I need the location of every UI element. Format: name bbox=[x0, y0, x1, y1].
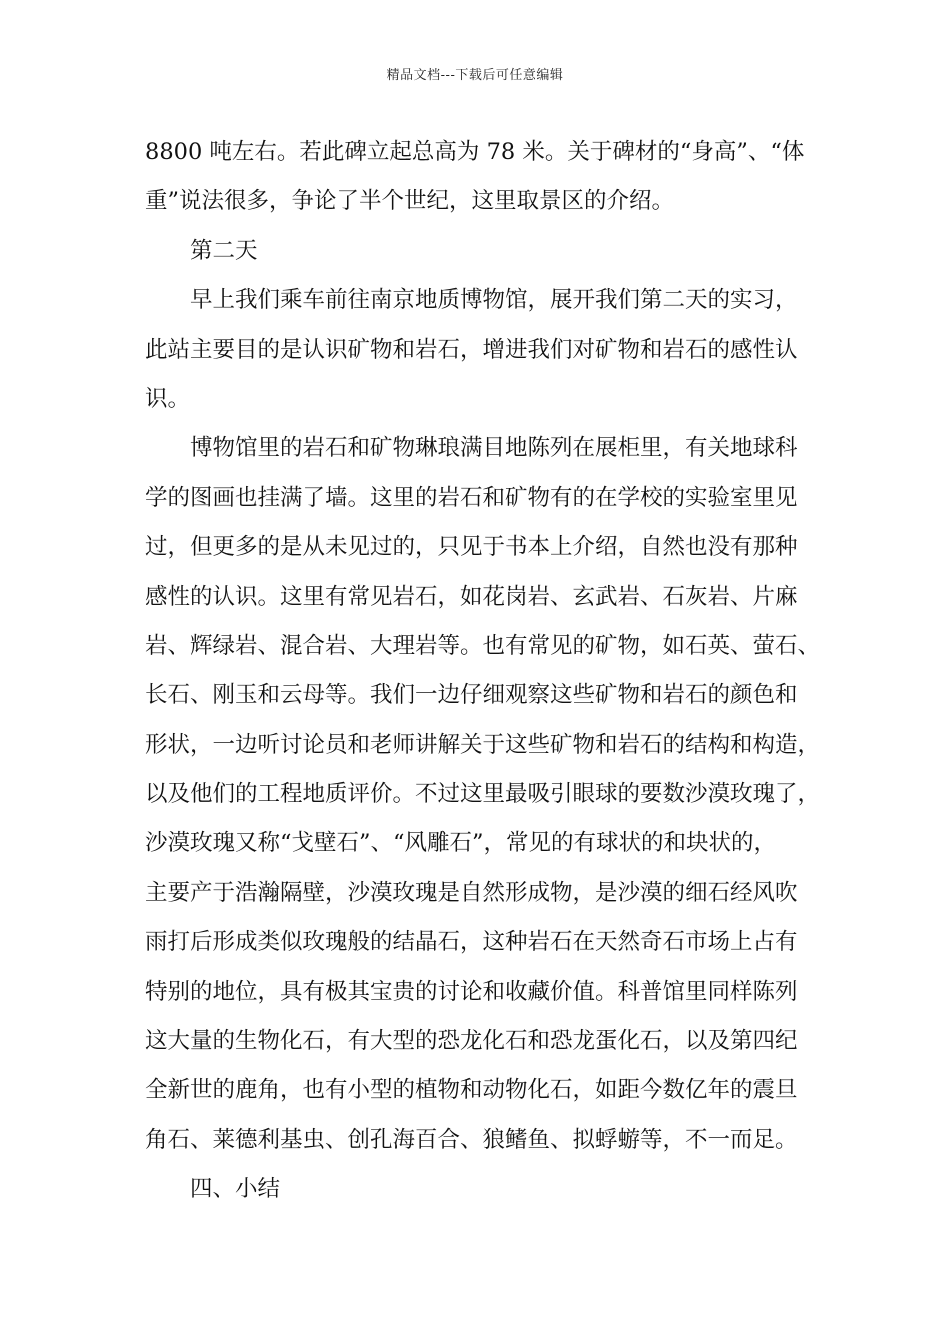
text-line: 以及他们的工程地质评价。不过这里最吸引眼球的要数沙漠玫瑰了， bbox=[145, 781, 821, 808]
text-line: 重”说法很多，争论了半个世纪，这里取景区的介绍。 bbox=[145, 188, 675, 215]
text-line: 岩、辉绿岩、混合岩、大理岩等。也有常见的矿物，如石英、萤石、 bbox=[145, 632, 821, 659]
text-line: 特别的地位，具有极其宝贵的讨论和收藏价值。科普馆里同样陈列 bbox=[145, 978, 798, 1005]
paragraph-start: 早上我们乘车前往南京地质博物馆，展开我们第二天的实习， bbox=[190, 287, 798, 314]
text-line: 识。 bbox=[145, 385, 191, 412]
text-line: 此站主要目的是认识矿物和岩石，增进我们对矿物和岩石的感性认 bbox=[145, 336, 798, 363]
text-line: 全新世的鹿角，也有小型的植物和动物化石，如距今数亿年的震旦 bbox=[145, 1077, 798, 1104]
text-line: 感性的认识。这里有常见岩石，如花岗岩、玄武岩、石灰岩、片麻 bbox=[145, 583, 798, 610]
document-body bbox=[145, 128, 825, 1215]
text-line: 雨打后形成类似玫瑰般的结晶石，这种岩石在天然奇石市场上占有 bbox=[145, 929, 798, 956]
paragraph-start: 博物馆里的岩石和矿物琳琅满目地陈列在展柜里，有关地球科 bbox=[190, 435, 798, 462]
text-line: 长石、刚玉和云母等。我们一边仔细观察这些矿物和岩石的颜色和 bbox=[145, 682, 798, 709]
text-line: 过，但更多的是从未见过的，只见于书本上介绍，自然也没有那种 bbox=[145, 534, 798, 561]
text-line: 8800 吨左右。若此碑立起总高为 78 米。关于碑材的“身高”、“体 bbox=[145, 139, 805, 165]
text-line: 形状，一边听讨论员和老师讲解关于这些矿物和岩石的结构和构造， bbox=[145, 731, 821, 758]
text-line: 主要产于浩瀚隔壁，沙漠玫瑰是自然形成物，是沙漠的细石经风吹 bbox=[145, 879, 798, 906]
section-heading-day-two: 第二天 bbox=[190, 237, 258, 264]
page-header: 精品文档---下载后可任意编辑 bbox=[386, 68, 564, 83]
section-heading-summary: 四、小结 bbox=[190, 1176, 281, 1203]
text-line: 沙漠玫瑰又称“戈壁石”、“风雕石”，常见的有球状的和块状的， bbox=[145, 830, 777, 857]
text-line: 学的图画也挂满了墙。这里的岩石和矿物有的在学校的实验室里见 bbox=[145, 484, 798, 511]
text-line: 角石、莱德利基虫、创孔海百合、狼鳍鱼、拟蜉蝣等，不一而足。 bbox=[145, 1126, 798, 1153]
text-line: 这大量的生物化石，有大型的恐龙化石和恐龙蛋化石，以及第四纪 bbox=[145, 1028, 798, 1055]
